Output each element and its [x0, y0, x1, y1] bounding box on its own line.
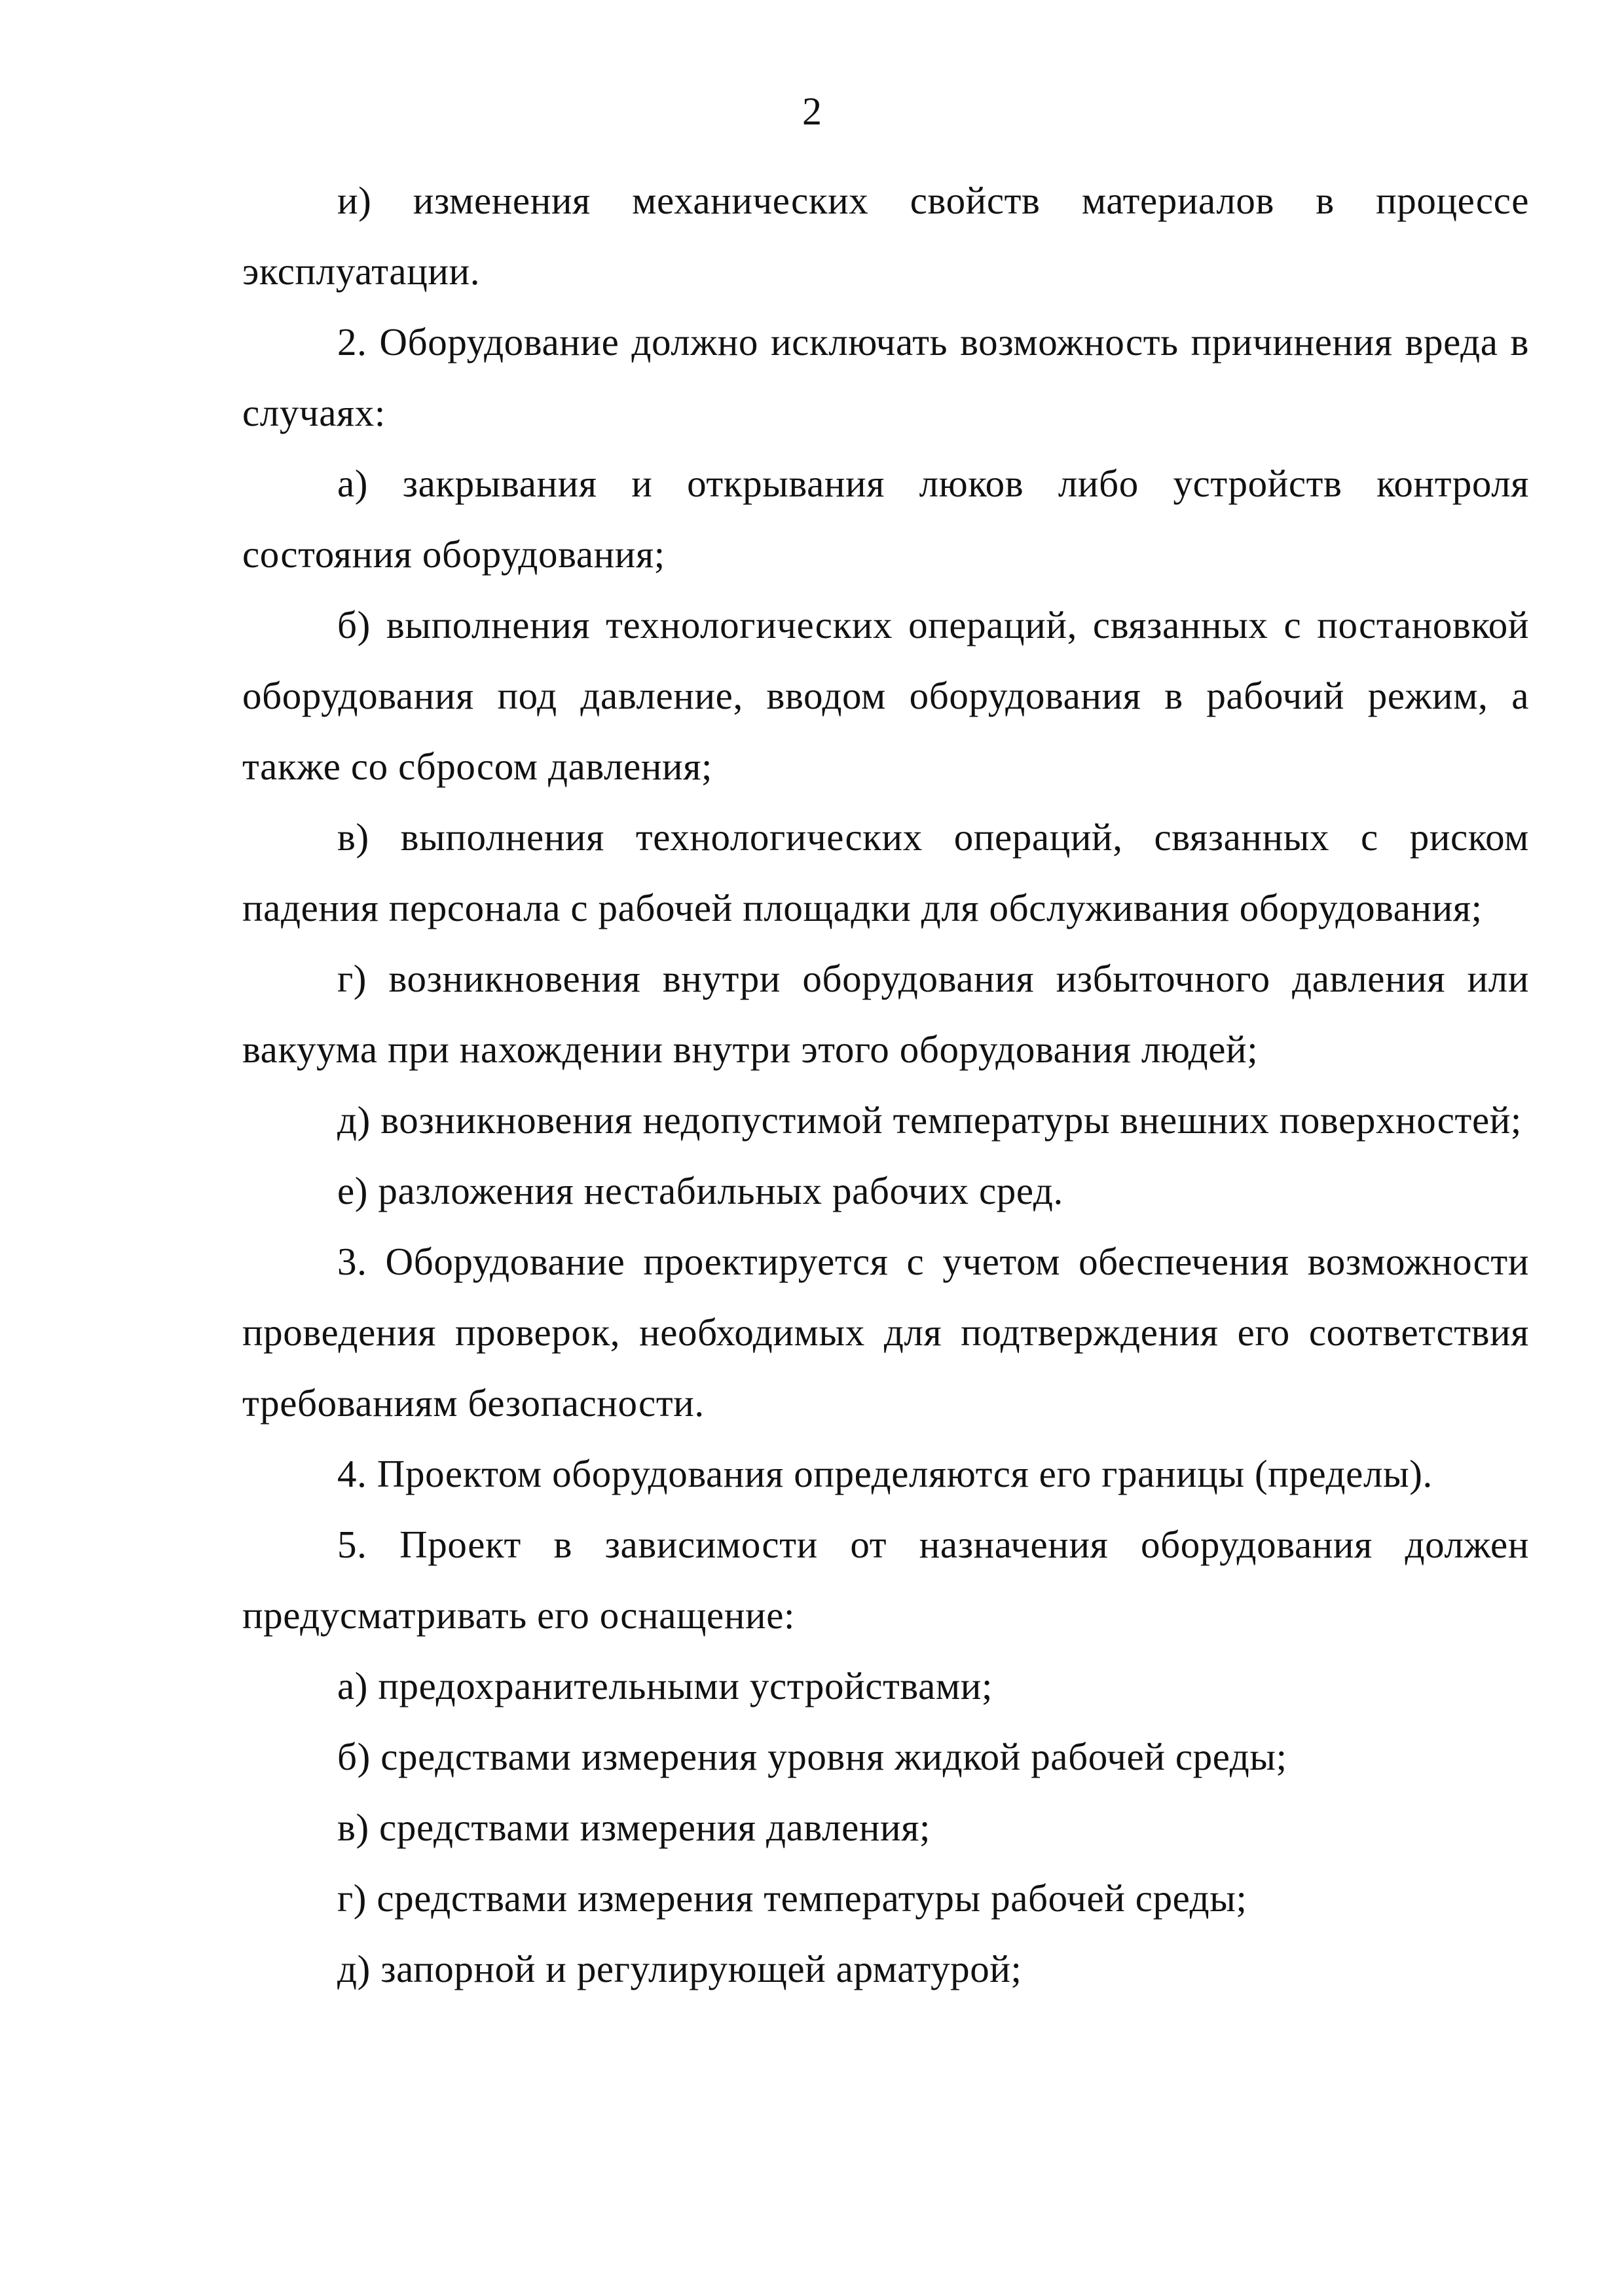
paragraph-d-surface-temperature: д) возникновения недопустимой температуры внешних поверхностей;	[337, 1098, 1522, 1142]
paragraph-5-equipment: 5. Проект в зависимости от назначения оборудования должен предусматривать его оснащение:	[242, 1523, 1529, 1637]
paragraph-e-unstable-media: е) разложения нестабильных рабочих сред.	[337, 1169, 1063, 1212]
paragraph-v-fall-risk: в) выполнения технологических операций, связанных с риском падения персонала с рабочей площадки для обслуживания оборудования;	[242, 815, 1529, 929]
paragraph-a-hatches: а) закрывания и открывания люков либо устройств контроля состояния оборудования;	[242, 462, 1529, 576]
paragraph-2-harm-prevention: 2. Оборудование должно исключать возможность причинения вреда в случаях:	[242, 320, 1529, 434]
list-item-valves: д) запорной и регулирующей арматурой;	[337, 1947, 1022, 1990]
list-item-pressure-measurement: в) средствами измерения давления;	[337, 1806, 931, 1849]
paragraph-3-inspections: 3. Оборудование проектируется с учетом обеспечения возможности проведения проверок, необходимых для подтверждения его соответствия требованиям безопасности.	[242, 1240, 1529, 1425]
list-item-safety-devices: а) предохранительными устройствами;	[337, 1664, 993, 1707]
paragraph-i-mechanical-properties: и) изменения механических свойств материалов в процессе эксплуатации.	[242, 179, 1529, 293]
paragraph-g-overpressure: г) возникновения внутри оборудования избыточного давления или вакуума при нахождении внутри этого оборудования людей;	[242, 957, 1529, 1071]
list-item-level-measurement: б) средствами измерения уровня жидкой рабочей среды;	[337, 1735, 1287, 1778]
paragraph-b-pressurization: б) выполнения технологических операций, связанных с постановкой оборудования под давление, вводом оборудования в рабочий режим, а также со сбросом давления;	[242, 603, 1529, 788]
page-number: 2	[802, 90, 822, 133]
list-item-temperature-measurement: г) средствами измерения температуры рабочей среды;	[337, 1876, 1247, 1920]
document-body	[242, 165, 1529, 2004]
paragraph-4-boundaries: 4. Проектом оборудования определяются его границы (пределы).	[337, 1452, 1433, 1495]
